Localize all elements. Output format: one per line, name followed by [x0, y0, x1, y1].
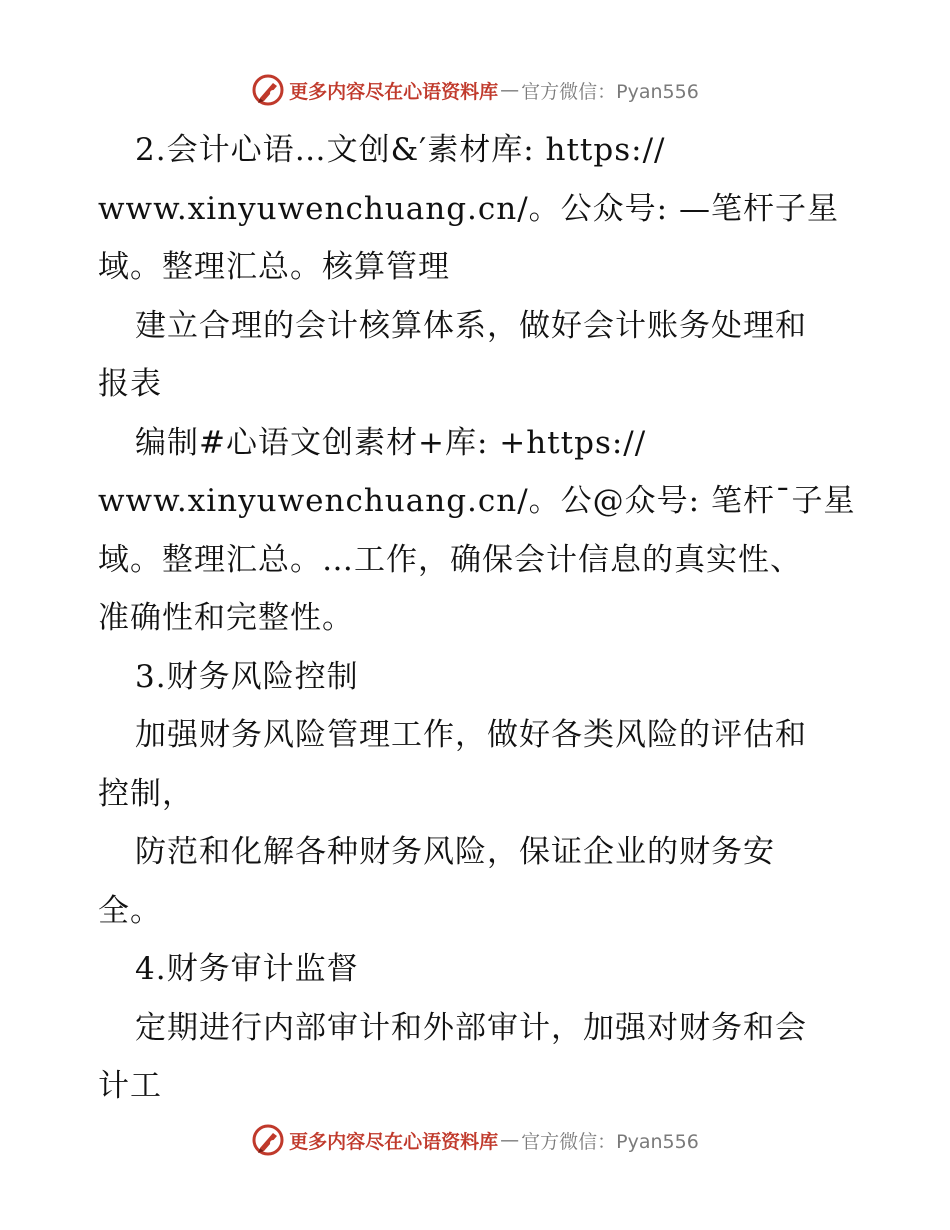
text-line: 建立合理的会计核算体系，做好会计账务处理和 — [135, 307, 807, 344]
text-line: 2.会计心语…文创&′素材库: https:// — [135, 132, 666, 168]
text-line: 计工 — [98, 1068, 162, 1104]
text-line: 编制#心语文创素材+库: +https:// — [135, 424, 647, 461]
text-line: 控制， — [98, 775, 194, 812]
header-watermark-banner — [0, 70, 950, 110]
banner-brand-text: 更多内容尽在心语资料库 — [289, 80, 499, 103]
banner-separator: — — [500, 79, 520, 101]
text-line: 加强财务风险管理工作，做好各类风险的评估和 — [135, 717, 807, 753]
text-line: 准确性和完整性。 — [98, 600, 354, 636]
text-line: www.xinyuwenchuang.cn/。公众号: —笔杆子星 — [98, 190, 839, 227]
section-heading: 4.财务审计监督 — [135, 951, 359, 987]
banner-separator: — — [500, 1129, 520, 1151]
pen-logo-icon — [251, 1123, 285, 1157]
text-line: 防范和化解各种财务风险，保证企业的财务安 — [135, 834, 775, 870]
document-body — [98, 121, 858, 1116]
banner-contact-text: 官方微信：Pyan556 — [521, 1130, 699, 1153]
section-heading: 3.财务风险控制 — [135, 658, 359, 695]
footer-watermark-banner — [0, 1120, 950, 1160]
pen-logo-icon — [251, 73, 285, 107]
banner-brand-text: 更多内容尽在心语资料库 — [289, 1130, 499, 1153]
text-line: 域。整理汇总。核算管理 — [98, 249, 450, 285]
text-line: 域。整理汇总。…工作，确保会计信息的真实性、 — [98, 541, 802, 578]
text-line: 全。 — [98, 892, 162, 929]
banner-contact-text: 官方微信：Pyan556 — [521, 80, 699, 103]
text-line: 报表 — [98, 366, 162, 402]
text-line: www.xinyuwenchuang.cn/。公@众号: 笔杆¯子星 — [98, 483, 856, 519]
text-line: 定期进行内部审计和外部审计，加强对财务和会 — [135, 1009, 807, 1046]
